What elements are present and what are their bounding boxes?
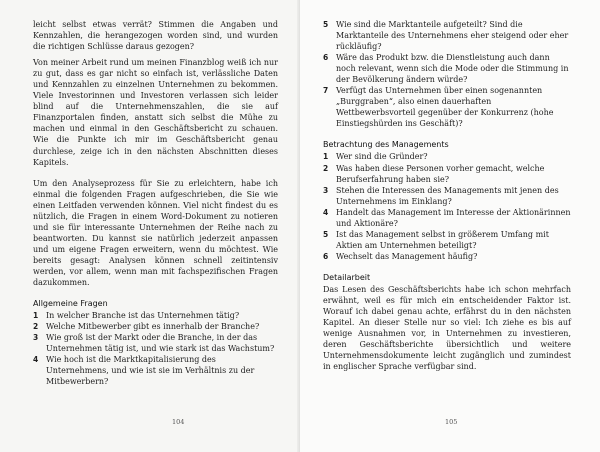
item-text: Stehen die Interessen des Managements mit jenen des Unternehmens im Einklang?	[336, 185, 559, 206]
item-number: 5	[323, 229, 329, 239]
paragraph: leicht selbst etwas verrät? Stimmen die Angaben und Kennzahlen, die herangezogen worden sind, und wurden die richtigen Schlüsse daraus gezogen?	[33, 20, 278, 52]
item-number: 2	[33, 322, 39, 332]
item-number: 7	[323, 86, 329, 96]
item-text: Ist das Management selbst in größerem Umfang mit Aktien am Unternehmen beteiligt?	[336, 229, 549, 250]
section-heading-management: Betrachtung des Managements	[323, 140, 449, 150]
list-item	[33, 321, 278, 332]
paragraph: Von meiner Arbeit rund um meinen Finanzblog weiß ich nur zu gut, dass es gar nicht so einfach ist, verlässliche Daten und Kennzahlen zu einzelnen Unternehmen zu bekommen. Viele Investorinnen und Investoren verlassen sich leider blind auf die Unternehmenszahlen, die sie auf Finanzportalen finden, anstatt sich selbst die Mühe zu machen und einmal in den Geschäftsbericht zu schauen. Wie die Punkte ich mir im Geschäftsbericht genau durchlese, zeige ich in den nächsten Abschnitten dieses Kapitels.	[33, 58, 278, 167]
item-text: In welcher Branche ist das Unternehmen tätig?	[46, 311, 240, 321]
item-number: 3	[323, 185, 329, 195]
item-text: Verfügt das Unternehmen über einen sogenannten „Burggraben“, also einen dauerhaften Wettbewerbsvorteil gegenüber der Konkurrenz (hohe Einstiegshürden ins Geschäft)?	[336, 86, 554, 129]
list-item	[323, 251, 571, 262]
list-item	[323, 151, 571, 162]
page-number: 104	[172, 418, 185, 426]
section-heading-general: Allgemeine Fragen	[33, 299, 108, 309]
general-questions-list	[33, 310, 278, 387]
paragraph: Um den Analyseprozess für Sie zu erleichtern, habe ich einmal die folgenden Fragen aufgeschrieben, die Sie wie einen Leitfaden verwenden können. Viel nicht findest du es nützlich, die Fragen in einem Word-Dokument zu notieren und sie für interessante Unternehmen der Reihe nach zu beantworten. Du kannst sie natürlich jederzeit anpassen und um eigene Fragen erweitern, wenn du möchtest. Wie bereits gesagt: Analysen können schnell zeitintensiv werden, vor allem, wenn man mit fachspezifischen Fragen dazukommen.	[33, 178, 278, 288]
paragraph: Das Lesen des Geschäftsberichts habe ich schon mehrfach erwähnt, weil es für mich ein entscheidender Faktor ist. Worauf ich dabei genau achte, erfährst du in den nächsten Kapitel. An dieser Stelle nur so viel: Ich ziehe es bis auf wenige Ausnahmen vor, in Unternehmen zu investieren, deren Geschäftsberichte übersichtlich und weitere Unternehmensdokumente leicht zugänglich und zumindest in englischer Sprache verfügbar sind.	[323, 284, 571, 372]
general-questions-list-continued	[323, 19, 571, 129]
right-page	[300, 0, 600, 452]
list-item	[323, 52, 571, 85]
item-text: Was haben diese Personen vorher gemacht, welche Berufserfahrung haben sie?	[336, 163, 545, 184]
item-text: Handelt das Management im Interesse der Aktionärinnen und Aktionäre?	[336, 207, 571, 228]
item-number: 4	[323, 207, 329, 217]
list-item	[33, 354, 278, 387]
item-text: Wäre das Produkt bzw. die Dienstleistung auch dann noch relevant, wenn sich die Mode oder die Stimmung in der Bevölkerung ändern würde?	[336, 53, 569, 85]
right-page-text	[323, 19, 571, 372]
left-page-text	[33, 19, 278, 387]
item-number: 1	[323, 152, 329, 162]
item-number: 5	[323, 20, 329, 29]
section-heading-detail: Detailarbeit	[323, 272, 371, 282]
item-number: 6	[323, 251, 329, 261]
item-text: Wie hoch ist die Marktkapitalisierung des Unternehmens, und wie ist sie im Verhältnis zu der Mitbewerbern?	[46, 355, 255, 387]
list-item	[33, 310, 278, 321]
item-number: 1	[33, 311, 39, 321]
item-text: Wechselt das Management häufig?	[336, 251, 478, 261]
list-item	[323, 19, 571, 52]
item-number: 3	[33, 333, 39, 343]
list-item	[323, 207, 571, 229]
list-item	[33, 332, 278, 354]
list-item	[323, 185, 571, 207]
list-item	[323, 85, 571, 129]
item-number: 4	[33, 355, 39, 365]
page-number: 105	[445, 418, 458, 426]
list-item	[323, 229, 571, 251]
item-text: Wer sind die Gründer?	[336, 152, 428, 162]
item-number: 2	[323, 163, 329, 173]
list-item	[323, 163, 571, 185]
item-text: Welche Mitbewerber gibt es innerhalb der Branche?	[46, 322, 260, 332]
item-text: Wie sind die Marktanteile aufgeteilt? Sind die Marktanteile des Unternehmens eher steigend oder eher rückläufig?	[336, 20, 569, 52]
item-number: 6	[323, 53, 329, 63]
management-questions-list	[323, 151, 571, 261]
item-text: Wie groß ist der Markt oder die Branche, in der das Unternehmen tätig ist, und wie stark ist das Wachstum?	[46, 333, 275, 354]
